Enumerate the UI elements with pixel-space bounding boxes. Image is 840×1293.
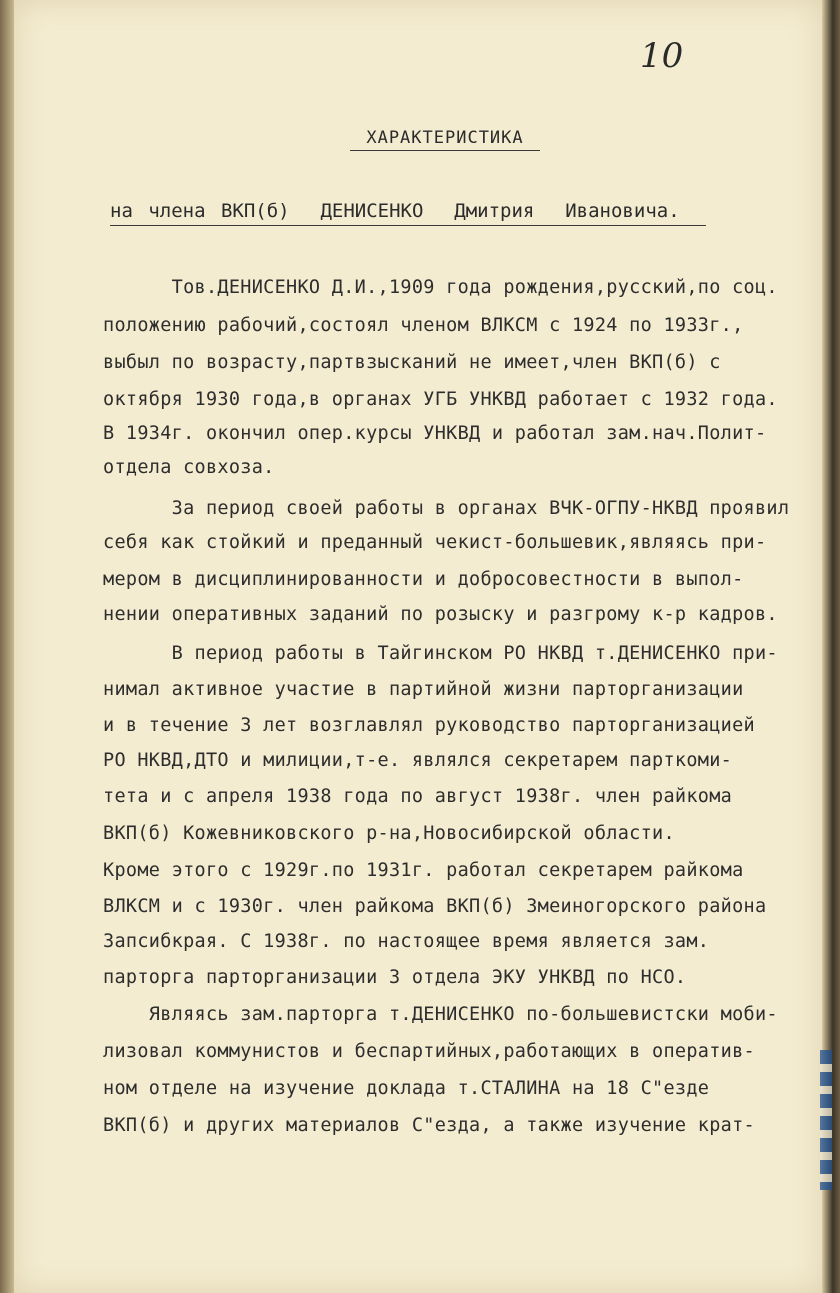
body-line: отдела совхоза. <box>103 457 275 478</box>
body-line: ВКП(б) и других материалов С"езда, а также изучение крат- <box>103 1115 755 1136</box>
body-line: ВЛКСМ и с 1930г. член райкома ВКП(б) Змеиногорского района <box>103 896 767 917</box>
body-line: ВКП(б) Кожевниковского р-на,Новосибирской области. <box>103 823 675 844</box>
body-line: тета и с апреля 1938 года по август 1938г. член райкома <box>103 786 733 807</box>
body-line: Тов.ДЕНИСЕНКО Д.И.,1909 года рождения,русский,по соц. <box>103 277 778 298</box>
body-line: и в течение 3 лет возглавлял руководство парторганизацией <box>103 715 755 736</box>
body-line: себя как стойкий и преданный чекист-большевик,являясь при- <box>103 532 767 553</box>
body-line: парторга парторганизации 3 отдела ЭКУ УНКВД по НСО. <box>103 967 687 988</box>
body-line: Запсибкрая. С 1938г. по настоящее время является зам. <box>103 931 710 952</box>
body-line: РО НКВД,ДТО и милиции,т-е. являлся секретарем парткоми- <box>103 750 733 771</box>
body-line: нении оперативных заданий по розыску и разгрому к-р кадров. <box>103 604 778 625</box>
body-line: лизовал коммунистов и беспартийных,работающих в оператив- <box>103 1041 755 1062</box>
body-line: В 1934г. окончил опер.курсы УНКВД и работал зам.нач.Полит- <box>103 423 767 444</box>
body-line: Являясь зам.парторга т.ДЕНИСЕНКО по-большевистски моби- <box>103 1004 778 1025</box>
body-line: нимал активное участие в партийной жизни парторганизации <box>103 679 744 700</box>
body-line: В период работы в Тайгинском РО НКВД т.ДЕНИСЕНКО при- <box>103 643 778 664</box>
body-line: положению рабочий,состоял членом ВЛКСМ с 1924 по 1933г., <box>103 315 744 336</box>
handwritten-page-number: 10 <box>640 36 684 76</box>
body-line: За период своей работы в органах ВЧК-ОГПУ-НКВД проявил <box>103 498 790 519</box>
document-subtitle: на члена ВКП(б) ДЕНИСЕНКО Дмитрия Ивановича. <box>110 200 706 226</box>
body-line: ном отделе на изучение доклада т.СТАЛИНА на 18 С"езде <box>103 1078 710 1099</box>
body-line: мером в дисциплинированности и добросовестности в выпол- <box>103 569 744 590</box>
color-scale-bar <box>820 1050 832 1190</box>
body-line: выбыл по возрасту,партвзысканий не имеет,член ВКП(б) с <box>103 352 721 373</box>
body-line: октября 1930 года,в органах УГБ УНКВД работает с 1932 года. <box>103 389 778 410</box>
document-title: ХАРАКТЕРИСТИКА <box>350 128 540 151</box>
page-binding-edge <box>0 0 14 1293</box>
body-line: Кроме этого с 1929г.по 1931г. работал секретарем райкома <box>103 860 744 881</box>
